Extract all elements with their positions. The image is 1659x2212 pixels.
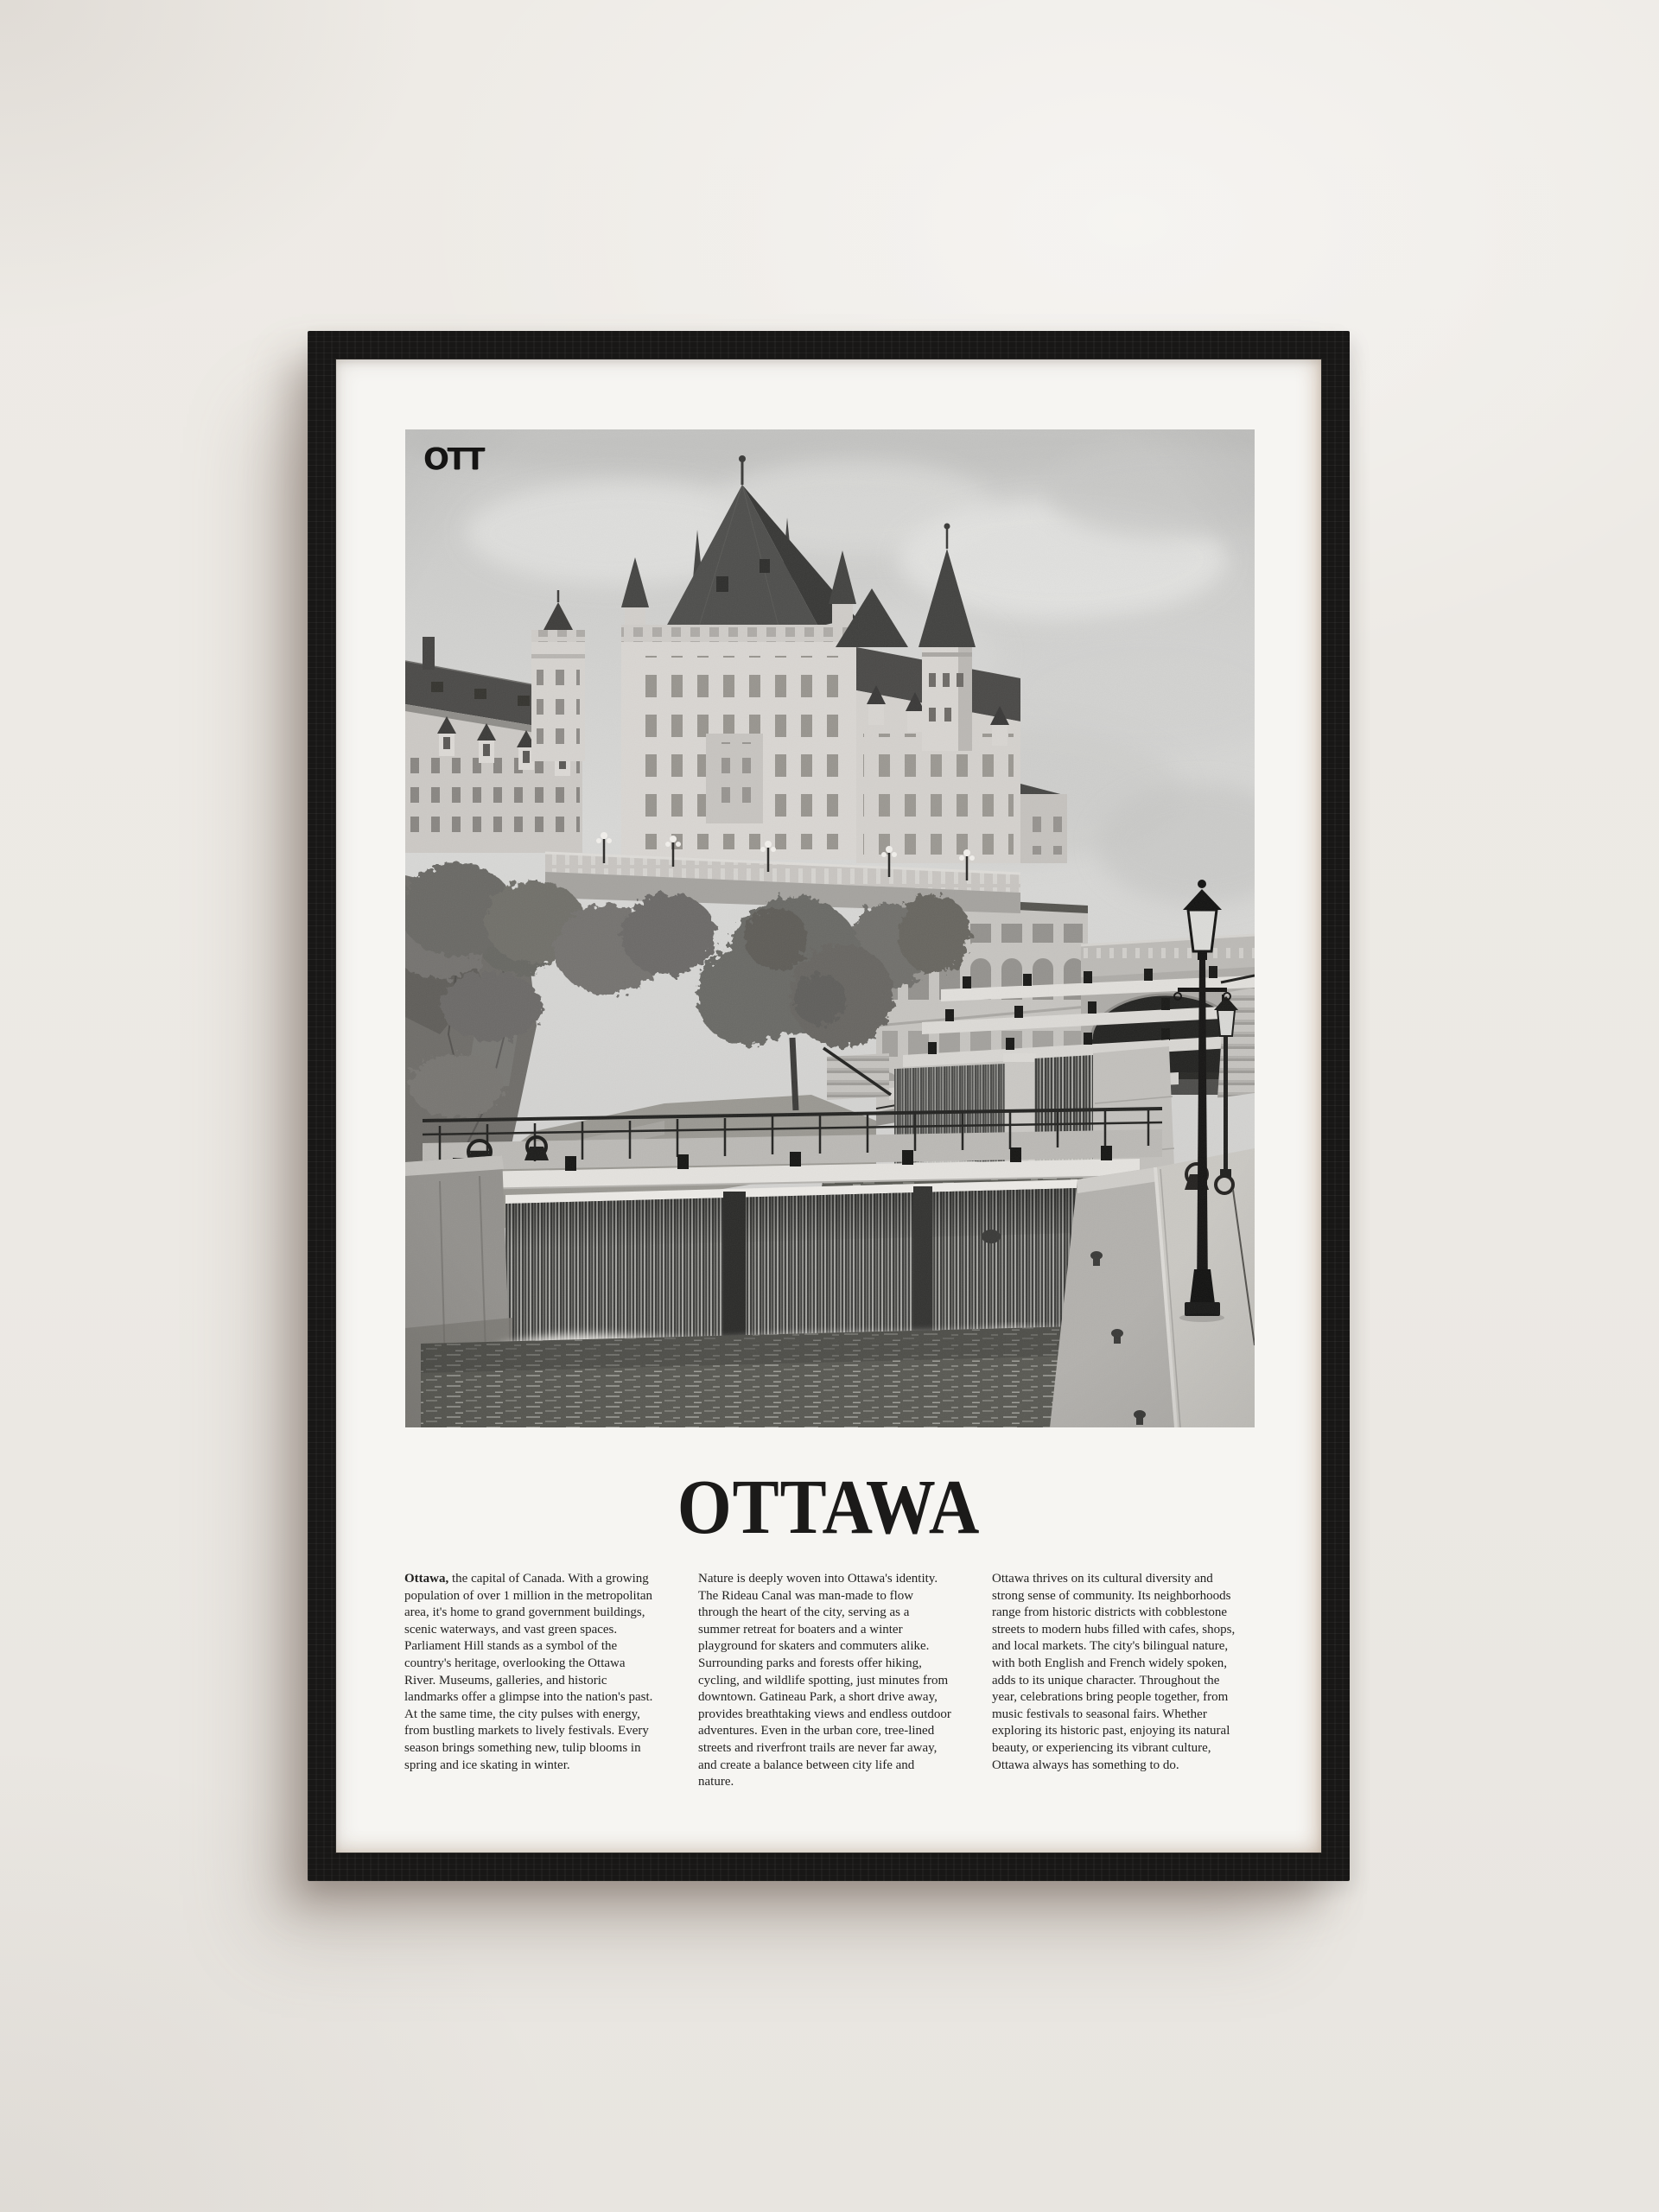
column-1-text: the capital of Canada. With a growing population of over 1 million in the metropolitan area, it's home to grand government buildings, scenic waterways, and vast green spaces. Parliament Hill stands as a symbol of the country's heritage, overlooking the Ottawa River. Museums, galleries, and historic landmarks offer a glimpse into the nation's past. At the same time, the city pulses with energy, from bustling markets to lively festivals. Every season brings something new, tulip blooms in spring and ice skating in winter.: [404, 1572, 653, 1772]
canal-photo-illustration: [405, 429, 1255, 1427]
vignette: [405, 429, 1255, 1427]
poster-title: OTTAWA: [677, 1465, 981, 1550]
column-2: [698, 1571, 953, 1791]
poster-photo: [405, 429, 1255, 1427]
description-columns: [404, 1571, 1247, 1791]
column-2-text: Nature is deeply woven into Ottawa's identity. The Rideau Canal was man-made to flow through the heart of the city, serving as a summer retreat for boaters and a winter playground for skaters and commuters alike. Surrounding parks and forests offer hiking, cycling, and wildlife spotting, just minutes from downtown. Gatineau Park, a short drive away, provides breathtaking views and endless outdoor adventures. Even in the urban core, tree-lined streets and riverfront trails are never far away, and create a balance between city life and nature.: [698, 1572, 951, 1789]
column-1-lead: Ottawa,: [404, 1572, 449, 1586]
city-code-badge: OTT: [424, 441, 484, 476]
column-3-text: Ottawa thrives on its cultural diversity and strong sense of community. Its neighborhoods range from historic districts with cobblestone streets to modern hubs filled with cafes, shops, and local markets. The city's bilingual nature, with both English and French widely spoken, adds to its unique character. Throughout the year, celebrations bring people together, from music festivals to seasonal fairs. Whether exploring its historic past, enjoying its natural beauty, or experiencing its vibrant culture, Ottawa always has something to do.: [992, 1572, 1236, 1772]
poster: [336, 359, 1321, 1853]
column-3: [992, 1571, 1247, 1791]
column-1: [404, 1571, 659, 1791]
picture-frame: [308, 331, 1350, 1881]
